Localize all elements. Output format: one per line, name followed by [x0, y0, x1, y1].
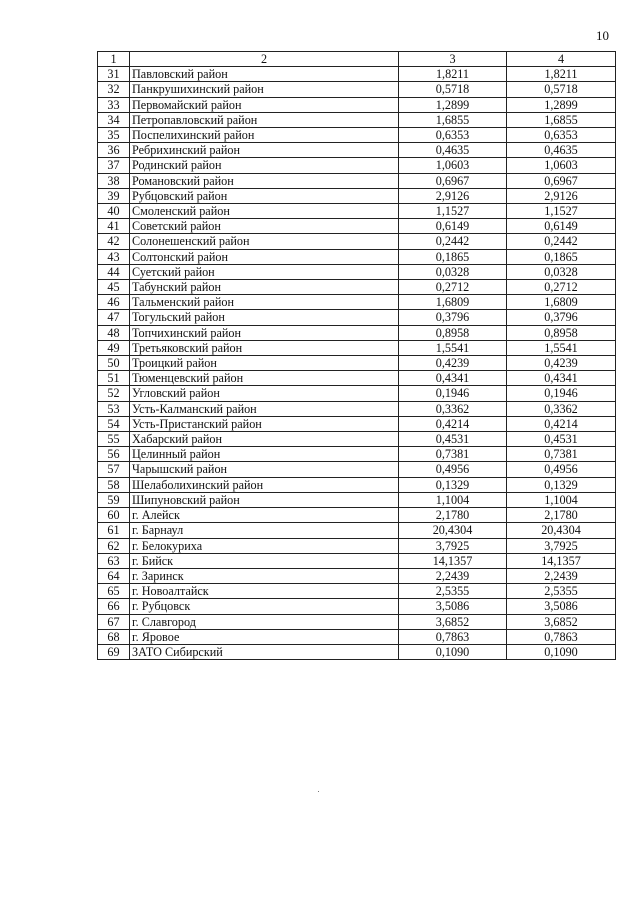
- district-name: Хабарский район: [130, 432, 399, 447]
- district-name: Троицкий район: [130, 356, 399, 371]
- row-number: 60: [98, 508, 130, 523]
- row-number: 38: [98, 173, 130, 188]
- header-col-4: 4: [507, 52, 616, 67]
- table-row: [98, 204, 616, 219]
- district-name: Тюменцевский район: [130, 371, 399, 386]
- value-col-4: 3,6852: [507, 614, 616, 629]
- table-row: [98, 234, 616, 249]
- district-name: Табунский район: [130, 280, 399, 295]
- value-col-4: 1,0603: [507, 158, 616, 173]
- row-number: 65: [98, 584, 130, 599]
- table-row: [98, 188, 616, 203]
- row-number: 64: [98, 568, 130, 583]
- value-col-3: 1,6809: [399, 295, 507, 310]
- value-col-3: 0,4635: [399, 143, 507, 158]
- table-row: [98, 553, 616, 568]
- table-row: [98, 614, 616, 629]
- district-name: Солтонский район: [130, 249, 399, 264]
- table-row: [98, 432, 616, 447]
- value-col-4: 1,1527: [507, 204, 616, 219]
- table-row: [98, 67, 616, 82]
- value-col-3: 0,5718: [399, 82, 507, 97]
- row-number: 59: [98, 492, 130, 507]
- value-col-4: 0,1329: [507, 477, 616, 492]
- row-number: 48: [98, 325, 130, 340]
- table-row: [98, 340, 616, 355]
- row-number: 66: [98, 599, 130, 614]
- table-row: [98, 356, 616, 371]
- table-row: [98, 447, 616, 462]
- row-number: 49: [98, 340, 130, 355]
- value-col-3: 1,1527: [399, 204, 507, 219]
- table-row: [98, 219, 616, 234]
- table-row: [98, 401, 616, 416]
- value-col-4: 0,8958: [507, 325, 616, 340]
- district-name: Угловский район: [130, 386, 399, 401]
- row-number: 34: [98, 112, 130, 127]
- row-number: 35: [98, 128, 130, 143]
- district-name: Смоленский район: [130, 204, 399, 219]
- value-col-3: 0,3362: [399, 401, 507, 416]
- value-col-3: 3,7925: [399, 538, 507, 553]
- district-name: Павловский район: [130, 67, 399, 82]
- value-col-3: 0,1946: [399, 386, 507, 401]
- value-col-4: 0,0328: [507, 264, 616, 279]
- district-name: Суетский район: [130, 264, 399, 279]
- row-number: 42: [98, 234, 130, 249]
- table-row: [98, 371, 616, 386]
- value-col-4: 1,6855: [507, 112, 616, 127]
- district-name: Петропавловский район: [130, 112, 399, 127]
- district-name: Топчихинский район: [130, 325, 399, 340]
- table-row: [98, 477, 616, 492]
- table-row: [98, 584, 616, 599]
- value-col-3: 2,2439: [399, 568, 507, 583]
- row-number: 32: [98, 82, 130, 97]
- district-name: Рубцовский район: [130, 188, 399, 203]
- value-col-3: 14,1357: [399, 553, 507, 568]
- table-row: [98, 629, 616, 644]
- row-number: 40: [98, 204, 130, 219]
- data-table: [97, 51, 616, 660]
- row-number: 45: [98, 280, 130, 295]
- table-row: [98, 173, 616, 188]
- value-col-4: 1,8211: [507, 67, 616, 82]
- table-row: [98, 523, 616, 538]
- table-row: [98, 325, 616, 340]
- value-col-4: 2,2439: [507, 568, 616, 583]
- district-name: Романовский район: [130, 173, 399, 188]
- district-name: Советский район: [130, 219, 399, 234]
- district-name: Чарышский район: [130, 462, 399, 477]
- value-col-4: 2,5355: [507, 584, 616, 599]
- row-number: 53: [98, 401, 130, 416]
- header-col-3: 3: [399, 52, 507, 67]
- row-number: 50: [98, 356, 130, 371]
- table-row: [98, 310, 616, 325]
- page-number: 10: [596, 28, 609, 43]
- value-col-3: 0,4341: [399, 371, 507, 386]
- value-col-3: 20,4304: [399, 523, 507, 538]
- value-col-4: 3,5086: [507, 599, 616, 614]
- value-col-4: 14,1357: [507, 553, 616, 568]
- district-name: г. Бийск: [130, 553, 399, 568]
- value-col-4: 1,6809: [507, 295, 616, 310]
- row-number: 54: [98, 416, 130, 431]
- district-name: Первомайский район: [130, 97, 399, 112]
- table-row: [98, 538, 616, 553]
- row-number: 68: [98, 629, 130, 644]
- table-row: [98, 128, 616, 143]
- value-col-3: 1,1004: [399, 492, 507, 507]
- value-col-4: 0,3362: [507, 401, 616, 416]
- district-name: г. Славгород: [130, 614, 399, 629]
- row-number: 57: [98, 462, 130, 477]
- value-col-4: 0,1090: [507, 644, 616, 659]
- district-name: г. Алейск: [130, 508, 399, 523]
- district-name: г. Рубцовск: [130, 599, 399, 614]
- district-name: Тогульский район: [130, 310, 399, 325]
- value-col-3: 0,1865: [399, 249, 507, 264]
- table-row: [98, 508, 616, 523]
- value-col-4: 2,9126: [507, 188, 616, 203]
- value-col-3: 0,6149: [399, 219, 507, 234]
- value-col-3: 1,8211: [399, 67, 507, 82]
- value-col-4: 1,5541: [507, 340, 616, 355]
- district-name: г. Барнаул: [130, 523, 399, 538]
- table-row: [98, 295, 616, 310]
- row-number: 67: [98, 614, 130, 629]
- value-col-4: 1,2899: [507, 97, 616, 112]
- value-col-3: 1,6855: [399, 112, 507, 127]
- value-col-3: 0,2712: [399, 280, 507, 295]
- table-row: [98, 82, 616, 97]
- header-col-1: 1: [98, 52, 130, 67]
- district-name: Тальменский район: [130, 295, 399, 310]
- value-col-3: 3,6852: [399, 614, 507, 629]
- value-col-3: 0,2442: [399, 234, 507, 249]
- district-name: Родинский район: [130, 158, 399, 173]
- row-number: 62: [98, 538, 130, 553]
- value-col-4: 0,6353: [507, 128, 616, 143]
- table-row: [98, 112, 616, 127]
- row-number: 47: [98, 310, 130, 325]
- row-number: 69: [98, 644, 130, 659]
- district-name: Третьяковский район: [130, 340, 399, 355]
- value-col-3: 1,5541: [399, 340, 507, 355]
- table-row: [98, 386, 616, 401]
- value-col-3: 0,4214: [399, 416, 507, 431]
- value-col-4: 0,5718: [507, 82, 616, 97]
- value-col-3: 0,7381: [399, 447, 507, 462]
- district-name: г. Новоалтайск: [130, 584, 399, 599]
- district-name: Панкрушихинский район: [130, 82, 399, 97]
- table-row: [98, 143, 616, 158]
- row-number: 36: [98, 143, 130, 158]
- row-number: 55: [98, 432, 130, 447]
- row-number: 44: [98, 264, 130, 279]
- row-number: 39: [98, 188, 130, 203]
- district-name: Шипуновский район: [130, 492, 399, 507]
- header-col-2: 2: [130, 52, 399, 67]
- value-col-3: 0,0328: [399, 264, 507, 279]
- value-col-3: 0,4531: [399, 432, 507, 447]
- row-number: 33: [98, 97, 130, 112]
- value-col-4: 0,3796: [507, 310, 616, 325]
- row-number: 51: [98, 371, 130, 386]
- district-name: ЗАТО Сибирский: [130, 644, 399, 659]
- table-row: [98, 249, 616, 264]
- table-row: [98, 644, 616, 659]
- value-col-3: 2,5355: [399, 584, 507, 599]
- row-number: 31: [98, 67, 130, 82]
- value-col-4: 0,7863: [507, 629, 616, 644]
- row-number: 43: [98, 249, 130, 264]
- value-col-4: 0,7381: [507, 447, 616, 462]
- value-col-4: 0,4239: [507, 356, 616, 371]
- district-name: Усть-Пристанский район: [130, 416, 399, 431]
- district-name: Ребрихинский район: [130, 143, 399, 158]
- value-col-3: 0,1329: [399, 477, 507, 492]
- value-col-3: 1,2899: [399, 97, 507, 112]
- value-col-4: 1,1004: [507, 492, 616, 507]
- district-name: Солонешенский район: [130, 234, 399, 249]
- table-row: [98, 462, 616, 477]
- row-number: 61: [98, 523, 130, 538]
- table-row: [98, 599, 616, 614]
- table-body: [98, 67, 616, 660]
- row-number: 56: [98, 447, 130, 462]
- table-row: [98, 492, 616, 507]
- row-number: 46: [98, 295, 130, 310]
- district-name: Целинный район: [130, 447, 399, 462]
- value-col-4: 0,2712: [507, 280, 616, 295]
- value-col-4: 0,4341: [507, 371, 616, 386]
- value-col-4: 2,1780: [507, 508, 616, 523]
- value-col-4: 0,4635: [507, 143, 616, 158]
- value-col-3: 0,6353: [399, 128, 507, 143]
- district-name: г. Заринск: [130, 568, 399, 583]
- value-col-4: 0,4214: [507, 416, 616, 431]
- table-row: [98, 280, 616, 295]
- district-name: г. Белокуриха: [130, 538, 399, 553]
- value-col-4: 3,7925: [507, 538, 616, 553]
- table-row: [98, 416, 616, 431]
- value-col-3: 0,3796: [399, 310, 507, 325]
- value-col-3: 1,0603: [399, 158, 507, 173]
- value-col-3: 3,5086: [399, 599, 507, 614]
- table-row: [98, 97, 616, 112]
- district-name: Поспелихинский район: [130, 128, 399, 143]
- value-col-4: 0,1946: [507, 386, 616, 401]
- table-row: [98, 568, 616, 583]
- value-col-3: 0,4956: [399, 462, 507, 477]
- table-row: [98, 264, 616, 279]
- row-number: 58: [98, 477, 130, 492]
- row-number: 37: [98, 158, 130, 173]
- header-row: [98, 52, 616, 67]
- value-col-4: 0,6967: [507, 173, 616, 188]
- district-name: Усть-Калманский район: [130, 401, 399, 416]
- value-col-3: 0,8958: [399, 325, 507, 340]
- value-col-3: 0,1090: [399, 644, 507, 659]
- value-col-3: 2,9126: [399, 188, 507, 203]
- value-col-4: 0,1865: [507, 249, 616, 264]
- value-col-4: 0,2442: [507, 234, 616, 249]
- district-name: Шелаболихинский район: [130, 477, 399, 492]
- value-col-4: 0,6149: [507, 219, 616, 234]
- scan-speck: [318, 791, 319, 792]
- row-number: 41: [98, 219, 130, 234]
- value-col-3: 2,1780: [399, 508, 507, 523]
- row-number: 52: [98, 386, 130, 401]
- table-row: [98, 158, 616, 173]
- value-col-3: 0,6967: [399, 173, 507, 188]
- value-col-4: 0,4531: [507, 432, 616, 447]
- value-col-3: 0,7863: [399, 629, 507, 644]
- district-name: г. Яровое: [130, 629, 399, 644]
- value-col-4: 20,4304: [507, 523, 616, 538]
- value-col-4: 0,4956: [507, 462, 616, 477]
- value-col-3: 0,4239: [399, 356, 507, 371]
- row-number: 63: [98, 553, 130, 568]
